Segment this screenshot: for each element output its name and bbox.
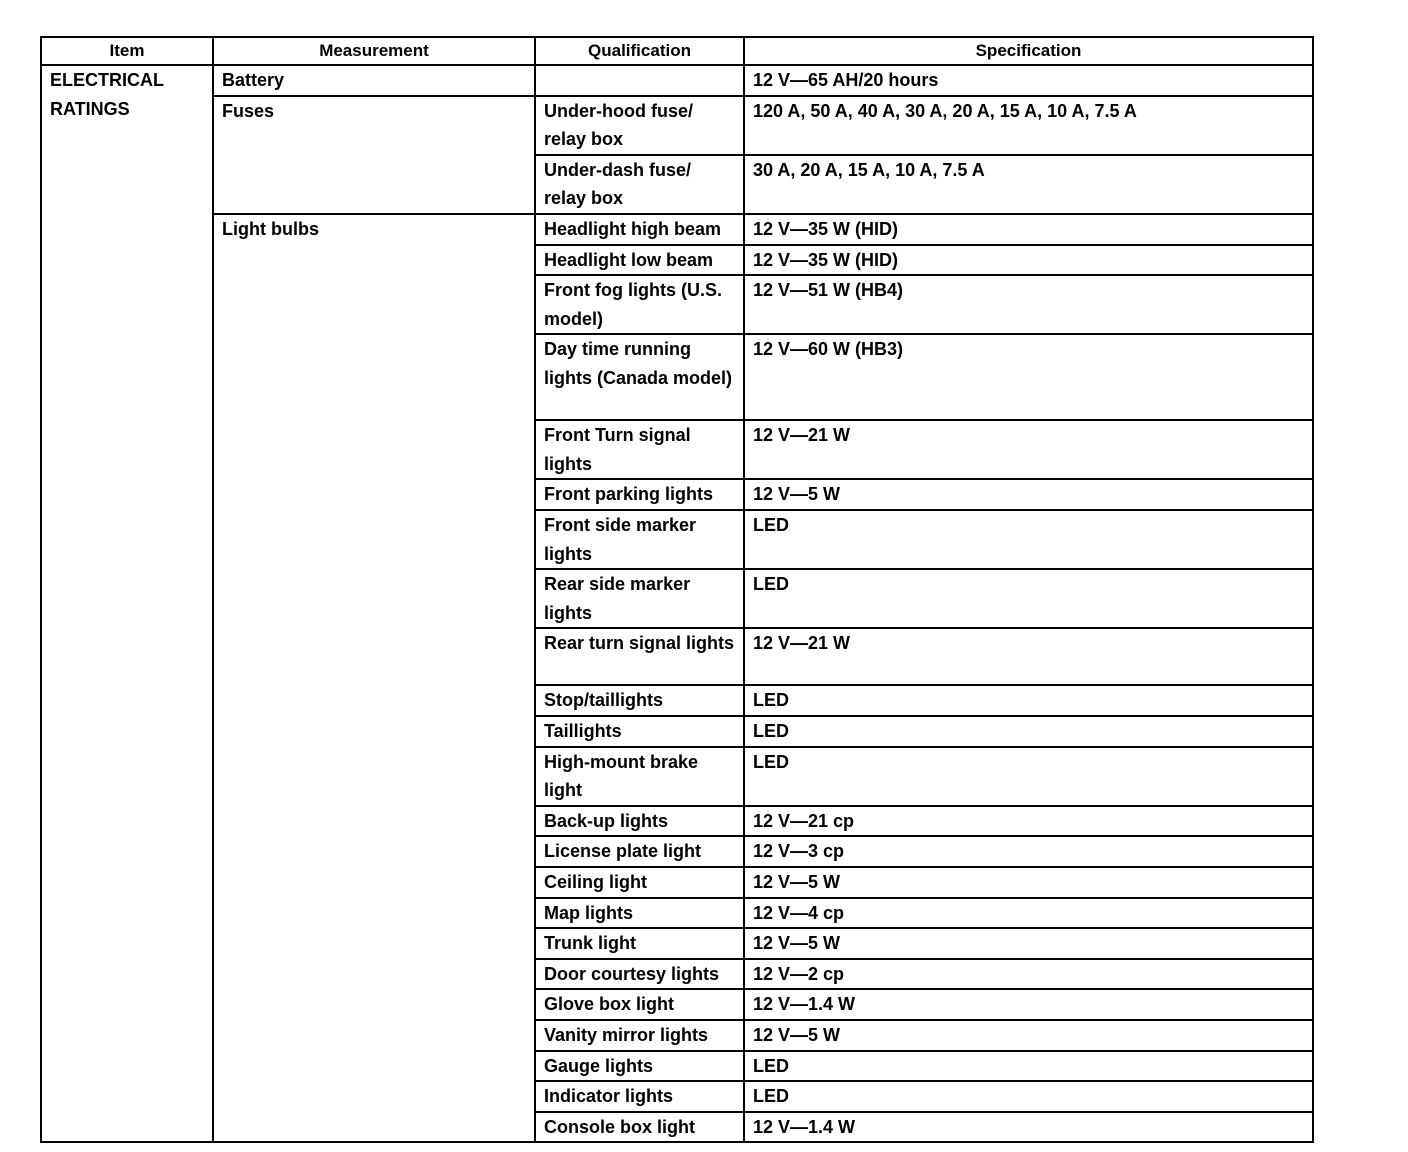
qualification-cell: Ceiling light	[535, 867, 744, 898]
qualification-cell: Rear side marker lights	[535, 569, 744, 628]
qualification-cell: Under-hood fuse/ relay box	[535, 96, 744, 155]
specification-cell: LED	[744, 1051, 1313, 1082]
table-row	[41, 214, 1313, 245]
header-specification: Specification	[744, 37, 1313, 65]
specification-cell: LED	[744, 716, 1313, 747]
qualification-cell: Back-up lights	[535, 806, 744, 837]
header-qualification: Qualification	[535, 37, 744, 65]
table-row	[41, 96, 1313, 155]
specification-cell: 12 V—5 W	[744, 928, 1313, 959]
specification-cell: 12 V—65 AH/20 hours	[744, 65, 1313, 96]
qualification-cell: Gauge lights	[535, 1051, 744, 1082]
qualification-cell: High-mount brake light	[535, 747, 744, 806]
item-label-line2: RATINGS	[50, 98, 130, 119]
specification-cell: 120 A, 50 A, 40 A, 30 A, 20 A, 15 A, 10 A, 7.5 A	[744, 96, 1313, 155]
qualification-cell	[535, 65, 744, 96]
qualification-cell: Day time running lights (Canada model)	[535, 334, 744, 420]
specification-cell: 12 V—60 W (HB3)	[744, 334, 1313, 420]
qualification-cell: Indicator lights	[535, 1081, 744, 1112]
specification-cell: 12 V—5 W	[744, 867, 1313, 898]
specification-cell: LED	[744, 569, 1313, 628]
specification-cell: 12 V—4 cp	[744, 898, 1313, 929]
specification-cell: LED	[744, 747, 1313, 806]
qualification-cell: Door courtesy lights	[535, 959, 744, 990]
spec-body	[41, 65, 1313, 1142]
measurement-cell: Battery	[213, 65, 535, 96]
qualification-cell: Front side marker lights	[535, 510, 744, 569]
qualification-cell: Front parking lights	[535, 479, 744, 510]
specification-cell: LED	[744, 685, 1313, 716]
measurement-cell: Light bulbs	[213, 214, 535, 1142]
qualification-cell: Rear turn signal lights	[535, 628, 744, 685]
qualification-cell: Taillights	[535, 716, 744, 747]
specification-cell: 12 V—1.4 W	[744, 989, 1313, 1020]
specification-cell: LED	[744, 1081, 1313, 1112]
specification-cell: 30 A, 20 A, 15 A, 10 A, 7.5 A	[744, 155, 1313, 214]
specification-cell: 12 V—5 W	[744, 1020, 1313, 1051]
item-cell	[41, 65, 213, 1142]
specification-cell: 12 V—35 W (HID)	[744, 245, 1313, 276]
specification-cell: 12 V—1.4 W	[744, 1112, 1313, 1143]
qualification-cell: Front Turn signal lights	[535, 420, 744, 479]
specification-cell: 12 V—21 cp	[744, 806, 1313, 837]
qualification-cell: Under-dash fuse/ relay box	[535, 155, 744, 214]
qualification-cell: Headlight high beam	[535, 214, 744, 245]
qualification-cell: Console box light	[535, 1112, 744, 1143]
spec-table	[40, 36, 1314, 1143]
specification-cell: 12 V—2 cp	[744, 959, 1313, 990]
specification-cell: LED	[744, 510, 1313, 569]
specification-cell: 12 V—35 W (HID)	[744, 214, 1313, 245]
qualification-cell: Stop/taillights	[535, 685, 744, 716]
qualification-cell: Trunk light	[535, 928, 744, 959]
qualification-cell: Vanity mirror lights	[535, 1020, 744, 1051]
header-measurement: Measurement	[213, 37, 535, 65]
qualification-cell: Map lights	[535, 898, 744, 929]
header-item: Item	[41, 37, 213, 65]
specification-cell: 12 V—5 W	[744, 479, 1313, 510]
specification-cell: 12 V—3 cp	[744, 836, 1313, 867]
item-label-line1: ELECTRICAL	[50, 70, 164, 90]
qualification-cell: License plate light	[535, 836, 744, 867]
specification-cell: 12 V—51 W (HB4)	[744, 275, 1313, 334]
specification-cell: 12 V—21 W	[744, 420, 1313, 479]
measurement-cell: Fuses	[213, 96, 535, 214]
header-row	[41, 37, 1313, 65]
qualification-cell: Front fog lights (U.S. model)	[535, 275, 744, 334]
table-row	[41, 65, 1313, 96]
qualification-cell: Glove box light	[535, 989, 744, 1020]
qualification-cell: Headlight low beam	[535, 245, 744, 276]
specification-cell: 12 V—21 W	[744, 628, 1313, 685]
